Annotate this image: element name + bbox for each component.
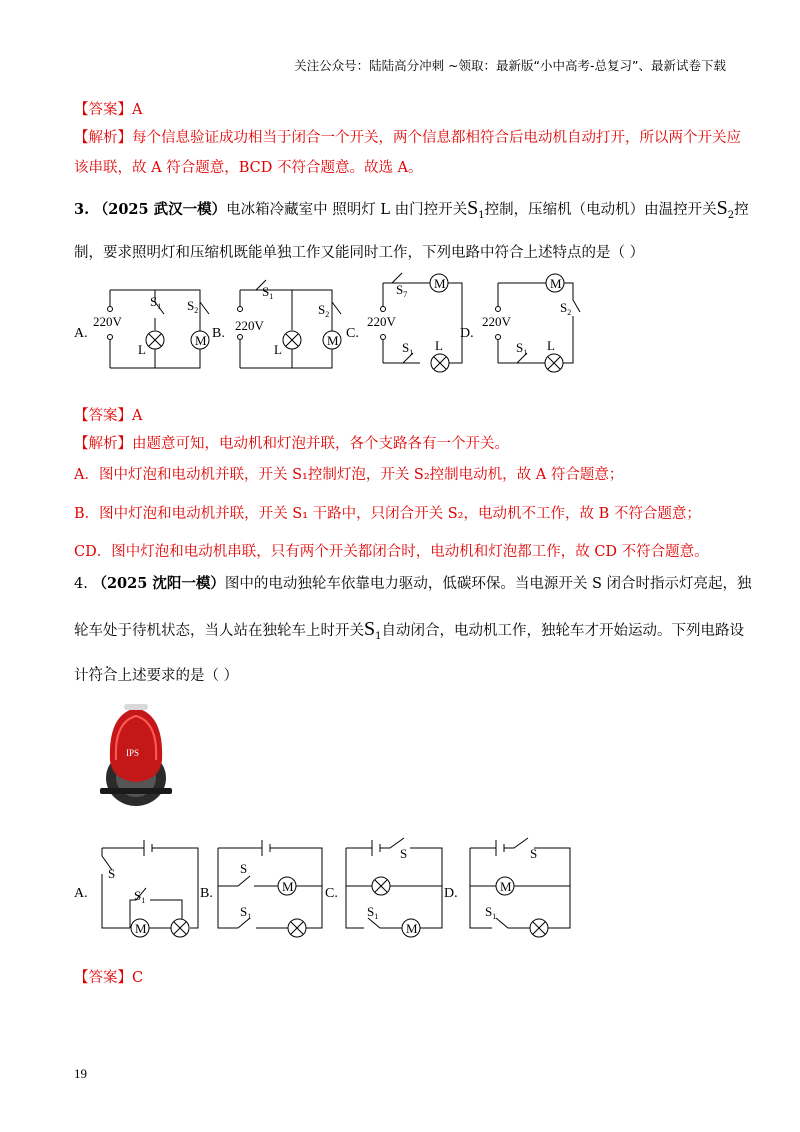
q3-d-M-label: M <box>550 276 562 291</box>
q3-b-220v: 220V <box>235 318 264 333</box>
q3-d-220v: 220V <box>482 314 511 329</box>
q4-a-s-label: S <box>108 866 116 881</box>
q4-c-s1-label: $S_1$ <box>367 904 379 921</box>
q3-c-s1-label: $S_1$ <box>402 340 414 357</box>
q4-number: 4. <box>74 576 88 592</box>
q3-analysis-line3: B．图中灯泡和电动机并联，开关 S₁ 干路中，只闭合开关 S₂，电动机不工作，故 B 不符合题意； <box>74 506 701 522</box>
q3-b-s2-label: $S_2$ <box>318 302 330 319</box>
q4-c-s-label: S <box>400 846 408 861</box>
q3-answer: 【答案】A <box>74 408 143 424</box>
q3-c-220v: 220V <box>367 314 396 329</box>
q3-c-s7-label: $S_7$ <box>396 282 408 299</box>
q3-option-b[interactable]: B. <box>212 326 225 341</box>
q3-d-s2-label: $S_2$ <box>560 300 572 317</box>
q3-source: （2025 武汉一模） <box>93 201 227 218</box>
q4-b-s-label: S <box>240 861 248 876</box>
unicycle-logo-text: IPS <box>126 748 140 758</box>
q3-a-220v: 220V <box>93 314 122 329</box>
q3-s1: S <box>467 197 479 219</box>
q2-analysis-line2: 该串联，故 A 符合题意，BCD 不符合题意。故选 A。 <box>74 160 423 176</box>
q4-b-s1-label: $S_1$ <box>240 904 252 921</box>
q4-option-c[interactable]: C. <box>325 886 338 901</box>
q3-d-s1-label: $S_1$ <box>516 340 528 357</box>
q3-s2-sub: 2 <box>727 209 735 221</box>
q3-c-M-label: M <box>434 276 446 291</box>
q3-d-L-label: L <box>547 338 555 353</box>
emphasis-dot: . <box>105 656 110 672</box>
q4-stem-2b: 自动闭合，电动机工作，独轮车才开始运动。下列电路设 <box>381 623 744 639</box>
q3-option-d[interactable]: D. <box>460 326 474 341</box>
q3-stem-c: 控 <box>734 202 749 218</box>
q3-a-M-label: M <box>195 333 207 348</box>
q4-b-M-label: M <box>282 879 294 894</box>
q4-d-s-label: S <box>530 846 538 861</box>
q3-circuit-diagrams <box>70 268 490 378</box>
q3-stem-a: 电冰箱冷藏室中 照明灯 L 由门控开关 <box>226 202 468 218</box>
q3-stem-line2: 制，要求照明灯和压缩机既能单独工作又能同时工作，下列电路中符合上述特点的是（ ） <box>74 245 645 261</box>
q2-analysis-line1: 【解析】每个信息验证成功相当于闭合一个开关，两个信息都相符合后电动机自动打开，所以两个开关应 <box>74 130 741 146</box>
q3-stem-b: 控制，压缩机（电动机）由温控开关 <box>484 202 717 218</box>
q4-d-M-label: M <box>500 879 512 894</box>
q3-option-c[interactable]: C. <box>346 326 359 341</box>
q3-analysis-line4: CD．图中灯泡和电动机串联，只有两个开关都闭合时，电动机和灯泡都工作，故 CD 不符合题意。 <box>74 544 709 560</box>
q4-a-s1-label: $S_1$ <box>134 888 146 905</box>
q4-s1: S <box>364 618 376 640</box>
q4-stem-line3: 计符合上述要求的是（ ） <box>74 668 239 684</box>
q4-option-d[interactable]: D. <box>444 886 458 901</box>
q3-analysis-line2: A．图中灯泡和电动机并联，开关 S₁控制灯泡，开关 S₂控制电动机，故 A 符合题意； <box>74 467 624 483</box>
q3-analysis-line1: 【解析】由题意可知，电动机和灯泡并联，各个支路各有一个开关。 <box>74 436 509 452</box>
q3-b-M-label: M <box>327 333 339 348</box>
q4-option-a[interactable]: A. <box>74 886 88 901</box>
page-number: 19 <box>74 1066 87 1081</box>
q4-stem-2a: 轮车处于待机状态，当人站在独轮车上时开关 <box>74 623 364 639</box>
unicycle-image <box>96 700 176 810</box>
page-header: 关注公众号：陆陆高分冲刺 ~领取：最新版“小中高考-总复习”、最新试卷下载 <box>294 58 726 73</box>
q3-c-L-label: L <box>435 338 443 353</box>
q4-a-M-label: M <box>135 921 147 936</box>
q3-number: 3. <box>74 201 90 218</box>
q4-stem-line1 <box>74 574 752 594</box>
q4-s1-sub: 1 <box>375 630 382 642</box>
q3-s2: S <box>716 197 728 219</box>
q4-source: （2025 沈阳一模） <box>92 575 225 592</box>
q4-d-s1-label: $S_1$ <box>485 904 497 921</box>
q3-b-s1-label: $S_1$ <box>262 284 274 301</box>
q3-a-s1-label: $S_1$ <box>150 294 162 311</box>
q4-option-b[interactable]: B. <box>200 886 213 901</box>
q2-answer: 【答案】A <box>74 102 143 118</box>
q3-a-s2-label: $S_2$ <box>187 298 199 315</box>
q4-answer: 【答案】C <box>74 970 144 986</box>
emphasis-dot: . <box>94 656 99 672</box>
q4-stem-1: 图中的电动独轮车依靠电力驱动，低碳环保。当电源开关 S 闭合时指示灯亮起，独 <box>224 576 752 592</box>
q3-a-L-label: L <box>138 342 146 357</box>
q3-option-a[interactable]: A. <box>74 326 88 341</box>
q3-s1-sub: 1 <box>478 209 485 221</box>
q3-stem-line1 <box>74 198 749 226</box>
q3-circuit-d <box>482 268 580 378</box>
q4-c-M-label: M <box>406 921 418 936</box>
q3-b-L-label: L <box>274 342 282 357</box>
q4-stem-line2 <box>74 619 744 647</box>
